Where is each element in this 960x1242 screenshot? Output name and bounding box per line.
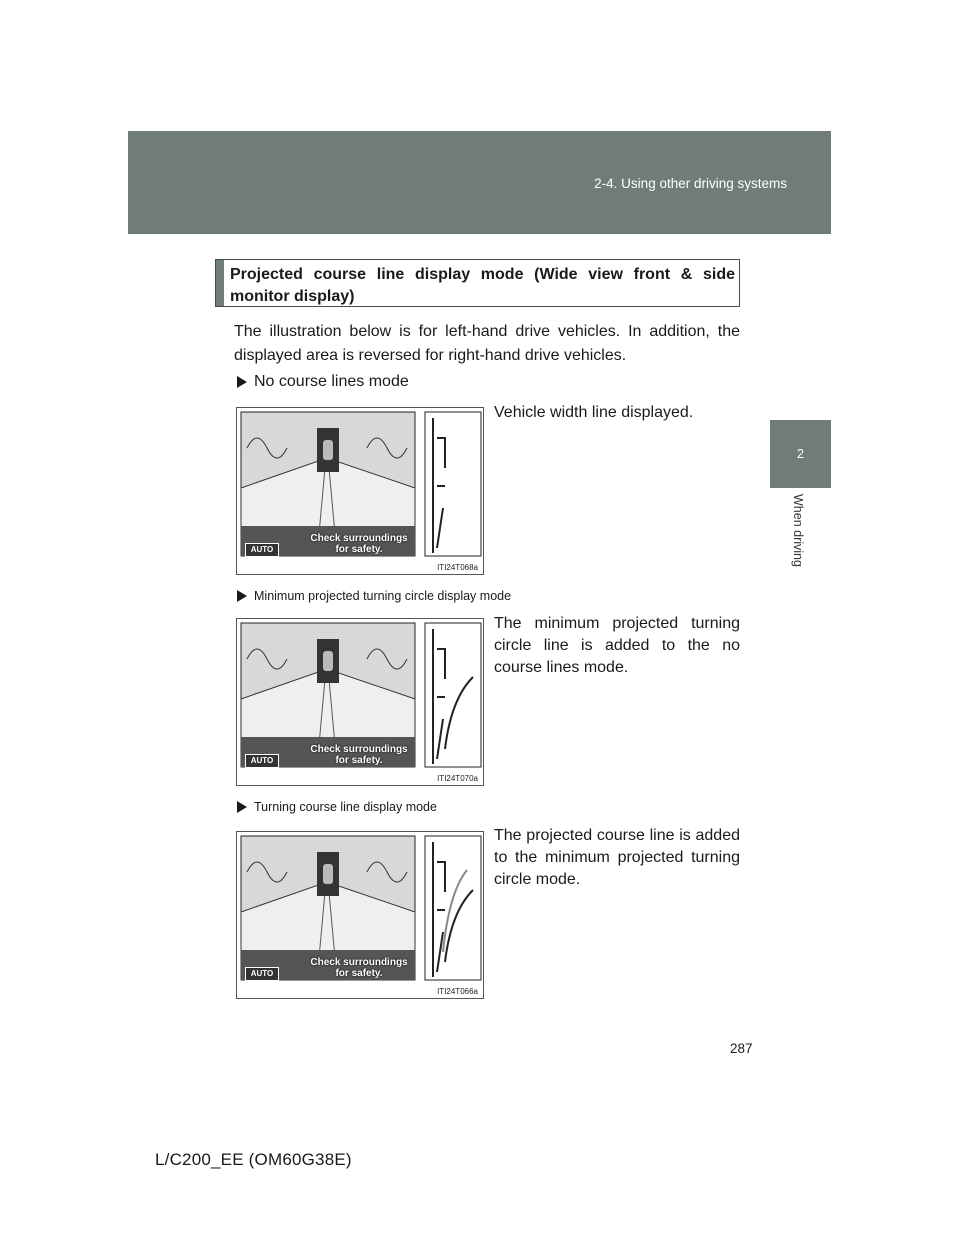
bullet-triangle-icon bbox=[237, 590, 247, 602]
section-heading-text: Projected course line display mode (Wide view front & side monitor display) bbox=[230, 266, 735, 305]
auto-button: AUTO bbox=[245, 543, 279, 557]
camera-overlay-message: Check surroundings for safety. bbox=[310, 744, 408, 766]
mode-description: The minimum projected turning circle line is added to the no course lines mode. bbox=[494, 615, 740, 676]
camera-overlay-message: Check surroundings for safety. bbox=[310, 957, 408, 979]
mode-title: No course lines mode bbox=[254, 373, 409, 390]
section-reference: 2-4. Using other driving systems bbox=[594, 176, 787, 191]
section-heading bbox=[215, 259, 740, 307]
page-number: 287 bbox=[730, 1041, 753, 1056]
mode-heading-no-course-lines bbox=[234, 373, 409, 391]
chapter-tab bbox=[770, 420, 831, 488]
mode-title: Turning course line display mode bbox=[254, 800, 437, 814]
figure-code: ITI24T070a bbox=[437, 774, 478, 783]
camera-overlay-message: Check surroundings for safety. bbox=[310, 533, 408, 555]
mode-description: Vehicle width line displayed. bbox=[494, 404, 694, 421]
chapter-title-vertical bbox=[791, 494, 809, 594]
intro-paragraph: The illustration below is for left-hand drive vehicles. In addition, the displayed area is reversed for right-hand drive vehicles. bbox=[234, 323, 740, 364]
mode-heading-turning-course-line bbox=[234, 800, 437, 814]
camera-screen-figure bbox=[236, 618, 484, 786]
mode-title: Minimum projected turning circle display mode bbox=[254, 589, 512, 603]
header-band bbox=[128, 131, 831, 234]
heading-accent-bar bbox=[216, 260, 224, 306]
figure-code: ITI24T066a bbox=[437, 987, 478, 996]
mode-heading-min-turning-circle bbox=[234, 589, 511, 603]
document-code: L/C200_EE (OM60G38E) bbox=[155, 1150, 352, 1169]
camera-screen-figure bbox=[236, 407, 484, 575]
bullet-triangle-icon bbox=[237, 801, 247, 813]
bullet-triangle-icon bbox=[237, 376, 247, 388]
auto-button: AUTO bbox=[245, 967, 279, 981]
mode-description: The projected course line is added to the minimum projected turning circle mode. bbox=[494, 827, 740, 888]
chapter-title: When driving bbox=[791, 494, 805, 567]
chapter-number: 2 bbox=[797, 447, 804, 461]
auto-button: AUTO bbox=[245, 754, 279, 768]
figure-code: ITI24T068a bbox=[437, 563, 478, 572]
camera-screen-figure bbox=[236, 831, 484, 999]
